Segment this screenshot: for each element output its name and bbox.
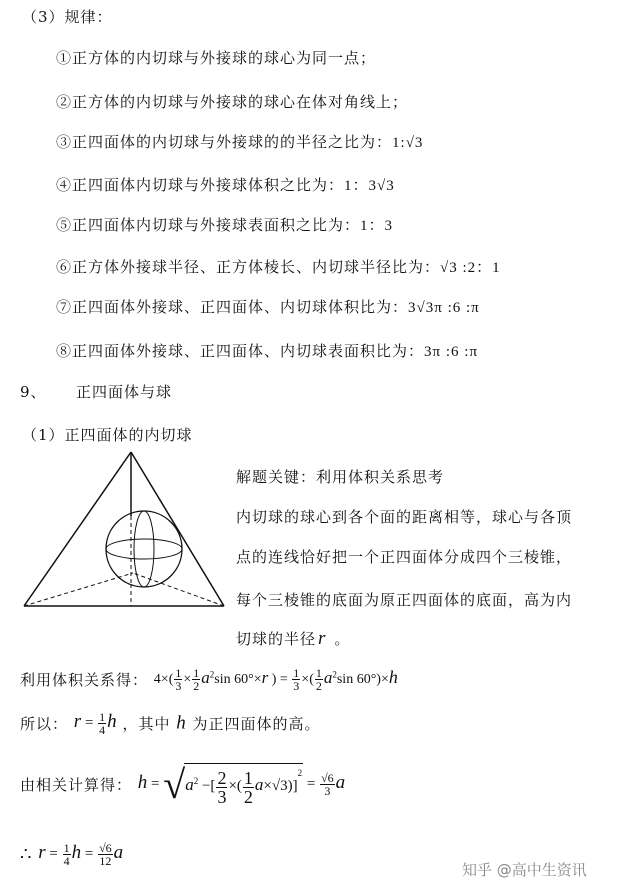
desc-line-4: 每个三棱锥的底面为原正四面体的底面，高为内 xyxy=(236,591,573,609)
rule-number: ⑦ xyxy=(56,298,73,316)
rule-number: ⑥ xyxy=(56,258,73,276)
section-title: 正四面体与球 xyxy=(76,383,173,401)
rule-text: 正四面体的内切球与外接球的的半径之比为： xyxy=(72,133,393,151)
r-final-formula: r = $\frac{1}{4}$ h = $\frac{√6}{12}$ a xyxy=(38,841,124,869)
desc-text: 切球的半径 xyxy=(236,630,317,648)
watermark-text: 知乎 @高中生资讯 xyxy=(462,861,587,879)
so-prefix: 所以： xyxy=(20,715,69,734)
rule-4 xyxy=(56,174,395,195)
rule-7 xyxy=(56,296,480,317)
rule-number: ⑤ xyxy=(56,216,73,234)
rule-number: ⑧ xyxy=(56,342,73,360)
therefore-line xyxy=(20,842,123,867)
desc-line-5 xyxy=(236,628,350,650)
rule-6 xyxy=(56,256,501,277)
rule-ratio: √3 :2：1 xyxy=(440,260,501,276)
so-line xyxy=(20,711,321,736)
rule-text: 正四面体外接球、正四面体、内切球体积比为： xyxy=(72,298,409,316)
so-middle: ，其中 xyxy=(122,715,171,734)
rule-1 xyxy=(56,47,376,68)
desc-line-3: 点的连线恰好把一个正四面体分成四个三棱锥， xyxy=(236,548,573,566)
rule-ratio: 1：3√3 xyxy=(344,178,395,194)
rule-text: 正方体的内切球与外接球的球心为同一点； xyxy=(72,49,377,67)
rule-number: ① xyxy=(56,49,73,67)
rule-5 xyxy=(56,214,393,235)
rule-3 xyxy=(56,131,423,152)
radius-symbol: r xyxy=(318,628,327,649)
calc-line xyxy=(20,761,345,808)
rule-2 xyxy=(56,91,408,112)
volume-formula-line xyxy=(20,667,398,692)
rule-text: 正四面体内切球与外接球体积之比为： xyxy=(72,176,345,194)
section-heading: （3）规律： xyxy=(22,8,113,26)
volume-prefix: 利用体积关系得： xyxy=(20,671,149,690)
calc-prefix: 由相关计算得： xyxy=(20,776,133,794)
so-suffix: 为正四面体的高。 xyxy=(192,715,321,734)
rule-number: ② xyxy=(56,93,73,111)
rule-text: 正四面体内切球与外接球表面积之比为： xyxy=(72,216,361,234)
rule-text: 正四面体外接球、正四面体、内切球表面积比为： xyxy=(72,342,425,360)
rule-ratio: 1:√3 xyxy=(392,135,424,151)
rule-text: 正方体外接球半径、正方体棱长、内切球半径比为： xyxy=(72,258,441,276)
desc-line-2: 内切球的球心到各个面的距离相等，球心与各顶 xyxy=(236,508,573,526)
section-number: 9、 xyxy=(20,383,47,401)
rule-number: ④ xyxy=(56,176,73,194)
volume-formula: 4×( $\frac{1}{3}$ × $\frac{1}{2}$ $a^2\sin$ 60°×r ) = $\frac{1}{3}$ ×( $\frac{1}{2}$ $a^2\sin$ 60°)×h xyxy=(153,666,398,694)
period: 。 xyxy=(334,630,351,648)
h-symbol: h xyxy=(176,712,187,734)
tetrahedron-sphere-diagram xyxy=(18,448,230,614)
rule-ratio: 3π :6 :π xyxy=(424,344,479,360)
therefore-symbol: ∴ xyxy=(20,844,33,866)
rule-ratio: 1：3 xyxy=(360,218,394,234)
r-equals-formula: r = $\frac{1}{4}$ h xyxy=(73,710,117,738)
rule-8 xyxy=(56,340,478,361)
desc-line-1: 解题关键：利用体积关系思考 xyxy=(236,468,445,486)
h-formula: $h = √a^2$ −[ $\frac{2}{3}$ ×( $\frac{1}{2}$ a×√3)]$^2$ = $\frac{√6}{3}$ a xyxy=(137,762,346,807)
rule-ratio: 3√3π :6 :π xyxy=(408,300,480,316)
rule-text: 正方体的内切球与外接球的球心在体对角线上； xyxy=(72,93,409,111)
subsection-heading: （1）正四面体的内切球 xyxy=(22,426,193,444)
rule-number: ③ xyxy=(56,133,73,151)
